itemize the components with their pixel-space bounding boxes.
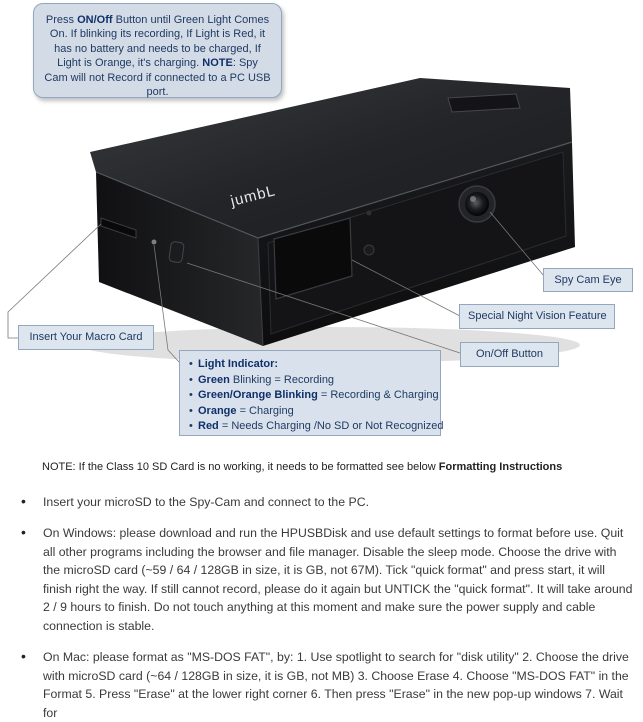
lens-glint [470, 196, 476, 202]
indicator-title-item [198, 357, 432, 373]
power-note-text: Button until Green Light Comes On. If blinking its recording, If Light is Red, it has no battery and needs to be charged, If Light is Orange, it's charging. [49, 14, 270, 70]
small-round-button [364, 245, 374, 255]
indicator-item-green [198, 373, 432, 389]
power-button [169, 241, 185, 263]
format-note-bold: Formatting Instructions [438, 461, 563, 473]
bullet-icon: • [21, 493, 26, 509]
step-text: On Windows: please download and run the HPUSBDisk and use default settings to format before use. Quit all other programs including the browser and file manager. Disable the sleep mode. Choose the drive with the microSD card (~59 / 64 / 128GB in size, it is GB, not 67M). Tick "quick format" and press start, it will finish right the way. If still cannot record, please do it again but UNTICK the "quick format". It will take around 2 / 9 hours to finish. Do not touch anything at this moment and make sure the power supply and cable connection is stable. [43, 526, 633, 633]
format-note [42, 461, 632, 473]
indicator-led [152, 240, 157, 245]
indicator-text: Blinking = Recording [229, 373, 335, 386]
indicator-list [188, 357, 444, 435]
power-note-intro: Press [45, 14, 78, 26]
power-note-label: NOTE [202, 57, 233, 70]
indicator-key: Red [198, 420, 219, 432]
spy-cam-eye-label: Spy Cam Eye [543, 268, 633, 292]
device-logo: jumbL [228, 182, 278, 210]
indicator-item-orange [198, 404, 432, 420]
step-text: On Mac: please format as "MS-DOS FAT", by: 1. Use spotlight to search for "disk utility" 2. Choose the drive with microSD card (~64 / 128GB in size, it is GB, not MB) 3. Choose Erase 4. Choose "MS-DOS FAT" in the Format 5. Press "Erase" at the lower right corner 6. Then press "Erase" in the new pop-up windows 7. Wait for [43, 650, 629, 720]
on-off-button-label: On/Off Button [460, 342, 559, 367]
indicator-item-red [198, 419, 444, 435]
indicator-key: Orange [198, 404, 237, 417]
indicator-text: = Recording & Charging [317, 389, 439, 401]
power-note-warning: : Spy Cam will not Record if connected to a PC USB port. [44, 57, 271, 99]
camera-lens [465, 192, 489, 216]
indicator-item-green-orange [198, 388, 439, 404]
power-instructions-callout [33, 3, 282, 98]
macro-card-label: Insert Your Macro Card [18, 325, 154, 350]
indicator-text: = Needs Charging /No SD or Not Recognized [218, 420, 444, 432]
leader-macro-card [8, 224, 101, 338]
bullet-icon: • [21, 524, 26, 540]
indicator-key: Green/Orange Blinking [198, 389, 318, 401]
indicator-text: = Charging [236, 404, 294, 417]
bullet-icon: • [21, 648, 26, 664]
format-note-text: NOTE: If the Class 10 SD Card is no working, it needs to be formatted see below [42, 461, 439, 473]
indicator-key: Green [198, 373, 230, 386]
indicator-title: Light Indicator: [198, 358, 279, 370]
night-vision-label: Special Night Vision Feature [459, 304, 615, 329]
step-text: Insert your microSD to the Spy-Cam and connect to the PC. [43, 495, 370, 509]
light-indicator-callout [179, 350, 444, 436]
power-note-key: ON/Off [77, 14, 113, 26]
sensor-dot [367, 211, 372, 216]
